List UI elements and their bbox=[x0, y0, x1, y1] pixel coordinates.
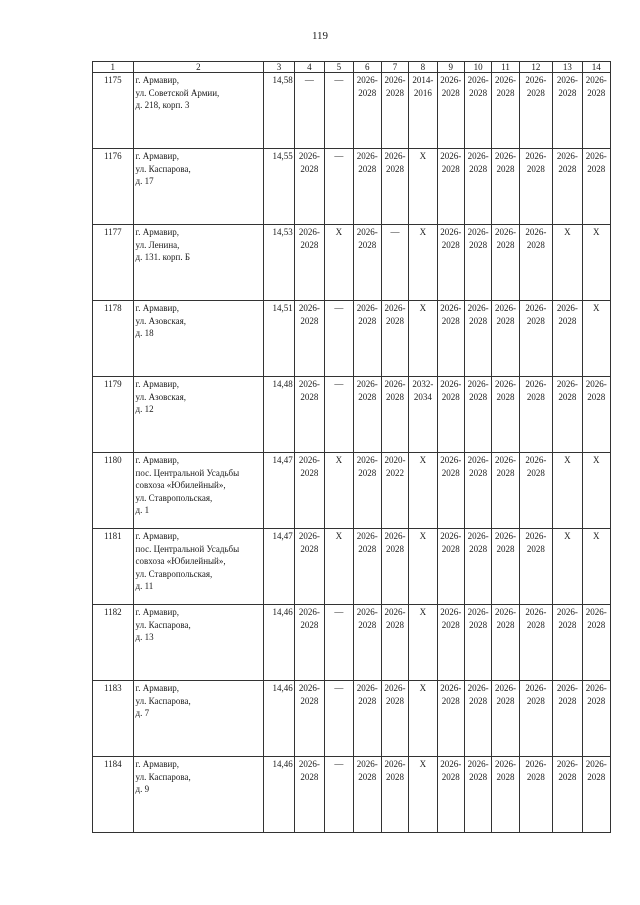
column-header: 7 bbox=[381, 62, 408, 73]
period-cell: 2026- 2028 bbox=[464, 149, 491, 225]
period-cell: 2026- 2028 bbox=[353, 377, 381, 453]
period-cell: X bbox=[409, 149, 437, 225]
row-number-cell: 1179 bbox=[93, 377, 134, 453]
column-header: 12 bbox=[519, 62, 552, 73]
period-cell: 2026- 2028 bbox=[437, 149, 464, 225]
period-cell: 2026- 2028 bbox=[519, 377, 552, 453]
column-header: 9 bbox=[437, 62, 464, 73]
period-cell: 2026- 2028 bbox=[353, 529, 381, 605]
value-cell: 14,58 bbox=[264, 73, 294, 149]
period-cell: 2026- 2028 bbox=[492, 377, 519, 453]
row-number-cell: 1177 bbox=[93, 225, 134, 301]
table-row bbox=[93, 149, 611, 225]
period-cell: X bbox=[409, 529, 437, 605]
table-row bbox=[93, 225, 611, 301]
table-row bbox=[93, 605, 611, 681]
value-cell: 14,47 bbox=[264, 453, 294, 529]
period-cell: X bbox=[409, 453, 437, 529]
value-cell: 14,55 bbox=[264, 149, 294, 225]
period-cell: 2026- 2028 bbox=[464, 377, 491, 453]
period-cell: 2026- 2028 bbox=[492, 605, 519, 681]
period-cell: 2026- 2028 bbox=[381, 757, 408, 833]
period-cell: 2026- 2028 bbox=[353, 301, 381, 377]
column-header: 8 bbox=[409, 62, 437, 73]
period-cell: 2026- 2028 bbox=[294, 225, 324, 301]
period-cell: 2026- 2028 bbox=[582, 757, 610, 833]
period-cell: 2026- 2028 bbox=[464, 225, 491, 301]
period-cell: 2026- 2028 bbox=[553, 149, 582, 225]
column-header: 14 bbox=[582, 62, 610, 73]
column-header: 4 bbox=[294, 62, 324, 73]
period-cell: — bbox=[325, 149, 353, 225]
period-cell: 2026- 2028 bbox=[381, 73, 408, 149]
header-row bbox=[93, 62, 611, 73]
row-number-cell: 1180 bbox=[93, 453, 134, 529]
period-cell: 2026- 2028 bbox=[294, 757, 324, 833]
period-cell: 2026- 2028 bbox=[492, 149, 519, 225]
period-cell: — bbox=[325, 73, 353, 149]
period-cell: 2026- 2028 bbox=[492, 681, 519, 757]
value-cell: 14,46 bbox=[264, 605, 294, 681]
period-cell: 2026- 2028 bbox=[381, 529, 408, 605]
address-cell: г. Армавир, ул. Каспарова, д. 13 bbox=[133, 605, 264, 681]
period-cell: 2026- 2028 bbox=[519, 453, 552, 529]
period-cell: 2026- 2028 bbox=[381, 301, 408, 377]
period-cell: 2026- 2028 bbox=[519, 605, 552, 681]
address-cell: г. Армавир, пос. Центральной Усадьбы совхоза «Юбилейный», ул. Ставропольская, д. 1 bbox=[133, 453, 264, 529]
period-cell: 2026- 2028 bbox=[437, 377, 464, 453]
period-cell: — bbox=[325, 301, 353, 377]
period-cell: 2026- 2028 bbox=[294, 453, 324, 529]
column-header: 6 bbox=[353, 62, 381, 73]
period-cell: 2026- 2028 bbox=[294, 681, 324, 757]
address-cell: г. Армавир, ул. Азовская, д. 12 bbox=[133, 377, 264, 453]
period-cell: 2026- 2028 bbox=[437, 73, 464, 149]
period-cell: X bbox=[409, 605, 437, 681]
period-cell: X bbox=[325, 453, 353, 529]
table-row bbox=[93, 73, 611, 149]
period-cell: 2026- 2028 bbox=[582, 681, 610, 757]
period-cell: 2026- 2028 bbox=[437, 301, 464, 377]
row-number-cell: 1178 bbox=[93, 301, 134, 377]
address-cell: г. Армавир, ул. Каспарова, д. 7 bbox=[133, 681, 264, 757]
period-cell: 2026- 2028 bbox=[353, 681, 381, 757]
period-cell: 2026- 2028 bbox=[294, 149, 324, 225]
table-row bbox=[93, 453, 611, 529]
period-cell: 2026- 2028 bbox=[519, 301, 552, 377]
value-cell: 14,46 bbox=[264, 757, 294, 833]
period-cell: 2026- 2028 bbox=[464, 73, 491, 149]
value-cell: 14,48 bbox=[264, 377, 294, 453]
period-cell: X bbox=[325, 225, 353, 301]
period-cell: X bbox=[553, 453, 582, 529]
period-cell: 2026- 2028 bbox=[294, 605, 324, 681]
period-cell: 2026- 2028 bbox=[294, 377, 324, 453]
period-cell: 2026- 2028 bbox=[353, 453, 381, 529]
register-table bbox=[92, 61, 611, 833]
period-cell: 2026- 2028 bbox=[464, 301, 491, 377]
column-header: 3 bbox=[264, 62, 294, 73]
period-cell: 2026- 2028 bbox=[353, 225, 381, 301]
value-cell: 14,53 bbox=[264, 225, 294, 301]
period-cell: 2026- 2028 bbox=[582, 149, 610, 225]
period-cell: 2020- 2022 bbox=[381, 453, 408, 529]
table-row bbox=[93, 377, 611, 453]
row-number-cell: 1176 bbox=[93, 149, 134, 225]
period-cell: X bbox=[582, 301, 610, 377]
period-cell: 2014- 2016 bbox=[409, 73, 437, 149]
column-header: 10 bbox=[464, 62, 491, 73]
address-cell: г. Армавир, ул. Азовская, д. 18 bbox=[133, 301, 264, 377]
period-cell: 2026- 2028 bbox=[353, 73, 381, 149]
row-number-cell: 1183 bbox=[93, 681, 134, 757]
table-row bbox=[93, 301, 611, 377]
period-cell: 2032- 2034 bbox=[409, 377, 437, 453]
period-cell: 2026- 2028 bbox=[294, 301, 324, 377]
period-cell: 2026- 2028 bbox=[519, 757, 552, 833]
table-body bbox=[93, 73, 611, 833]
period-cell: 2026- 2028 bbox=[353, 605, 381, 681]
period-cell: 2026- 2028 bbox=[519, 73, 552, 149]
period-cell: — bbox=[294, 73, 324, 149]
address-cell: г. Армавир, ул. Советской Армии, д. 218, корп. 3 bbox=[133, 73, 264, 149]
column-header: 11 bbox=[492, 62, 519, 73]
period-cell: 2026- 2028 bbox=[437, 757, 464, 833]
period-cell: 2026- 2028 bbox=[437, 453, 464, 529]
period-cell: 2026- 2028 bbox=[553, 73, 582, 149]
column-header: 2 bbox=[133, 62, 264, 73]
period-cell: 2026- 2028 bbox=[553, 757, 582, 833]
period-cell: 2026- 2028 bbox=[381, 605, 408, 681]
column-header: 13 bbox=[553, 62, 582, 73]
period-cell: 2026- 2028 bbox=[492, 757, 519, 833]
period-cell: — bbox=[325, 605, 353, 681]
row-number-cell: 1182 bbox=[93, 605, 134, 681]
period-cell: 2026- 2028 bbox=[492, 225, 519, 301]
period-cell: 2026- 2028 bbox=[553, 377, 582, 453]
period-cell: 2026- 2028 bbox=[437, 225, 464, 301]
period-cell: — bbox=[325, 757, 353, 833]
period-cell: 2026- 2028 bbox=[464, 681, 491, 757]
period-cell: 2026- 2028 bbox=[553, 301, 582, 377]
period-cell: X bbox=[325, 529, 353, 605]
period-cell: 2026- 2028 bbox=[353, 149, 381, 225]
period-cell: 2026- 2028 bbox=[437, 605, 464, 681]
period-cell: 2026- 2028 bbox=[381, 377, 408, 453]
period-cell: X bbox=[409, 757, 437, 833]
period-cell: 2026- 2028 bbox=[464, 605, 491, 681]
value-cell: 14,51 bbox=[264, 301, 294, 377]
period-cell: 2026- 2028 bbox=[553, 605, 582, 681]
row-number-cell: 1184 bbox=[93, 757, 134, 833]
period-cell: 2026- 2028 bbox=[381, 149, 408, 225]
period-cell: 2026- 2028 bbox=[381, 681, 408, 757]
period-cell: — bbox=[381, 225, 408, 301]
period-cell: 2026- 2028 bbox=[519, 149, 552, 225]
address-cell: г. Армавир, ул. Каспарова, д. 17 bbox=[133, 149, 264, 225]
period-cell: 2026- 2028 bbox=[353, 757, 381, 833]
period-cell: 2026- 2028 bbox=[553, 681, 582, 757]
table-row bbox=[93, 529, 611, 605]
period-cell: 2026- 2028 bbox=[582, 605, 610, 681]
period-cell: 2026- 2028 bbox=[464, 757, 491, 833]
period-cell: X bbox=[582, 453, 610, 529]
address-cell: г. Армавир, ул. Ленина, д. 131. корп. Б bbox=[133, 225, 264, 301]
period-cell: X bbox=[553, 225, 582, 301]
period-cell: X bbox=[553, 529, 582, 605]
row-number-cell: 1175 bbox=[93, 73, 134, 149]
column-header: 1 bbox=[93, 62, 134, 73]
page-number: 119 bbox=[311, 30, 329, 42]
period-cell: 2026- 2028 bbox=[492, 301, 519, 377]
row-number-cell: 1181 bbox=[93, 529, 134, 605]
period-cell: — bbox=[325, 681, 353, 757]
period-cell: 2026- 2028 bbox=[519, 529, 552, 605]
period-cell: 2026- 2028 bbox=[464, 453, 491, 529]
period-cell: X bbox=[409, 225, 437, 301]
value-cell: 14,46 bbox=[264, 681, 294, 757]
period-cell: 2026- 2028 bbox=[492, 529, 519, 605]
value-cell: 14,47 bbox=[264, 529, 294, 605]
period-cell: 2026- 2028 bbox=[519, 225, 552, 301]
column-header: 5 bbox=[325, 62, 353, 73]
period-cell: 2026- 2028 bbox=[582, 377, 610, 453]
period-cell: 2026- 2028 bbox=[437, 529, 464, 605]
period-cell: 2026- 2028 bbox=[437, 681, 464, 757]
period-cell: 2026- 2028 bbox=[519, 681, 552, 757]
address-cell: г. Армавир, пос. Центральной Усадьбы совхоза «Юбилейный», ул. Ставропольская, д. 11 bbox=[133, 529, 264, 605]
table-row bbox=[93, 681, 611, 757]
period-cell: X bbox=[409, 301, 437, 377]
period-cell: 2026- 2028 bbox=[582, 73, 610, 149]
period-cell: 2026- 2028 bbox=[492, 73, 519, 149]
period-cell: X bbox=[582, 225, 610, 301]
period-cell: — bbox=[325, 377, 353, 453]
period-cell: 2026- 2028 bbox=[492, 453, 519, 529]
period-cell: X bbox=[582, 529, 610, 605]
period-cell: 2026- 2028 bbox=[294, 529, 324, 605]
period-cell: 2026- 2028 bbox=[464, 529, 491, 605]
address-cell: г. Армавир, ул. Каспарова, д. 9 bbox=[133, 757, 264, 833]
table-row bbox=[93, 757, 611, 833]
period-cell: X bbox=[409, 681, 437, 757]
